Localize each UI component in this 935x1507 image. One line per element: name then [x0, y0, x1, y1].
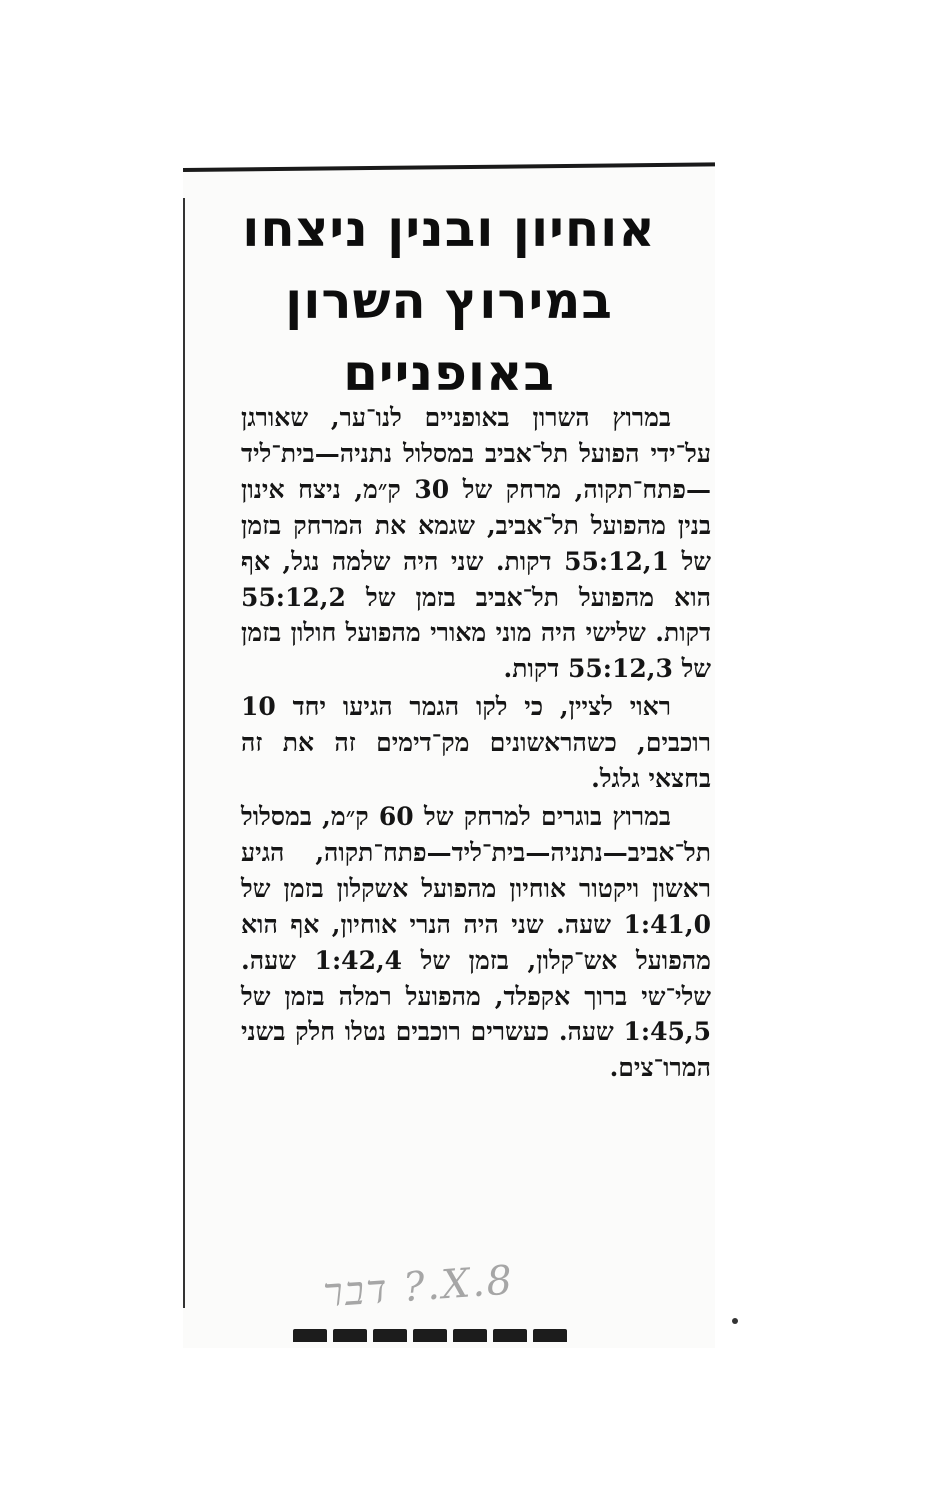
headline: [193, 193, 705, 409]
article-body: [241, 400, 711, 1086]
left-column-rule: [183, 198, 185, 1308]
cut-off-next-headline: [293, 1328, 593, 1342]
scan-speck: [732, 1318, 738, 1324]
top-rule: [183, 162, 715, 172]
paragraph-senior-race: במרוץ בוגרים למרחק של 60 ק״מ, במסלול תל־אביב—נתניה—בית־ליד—פתח־תקוה, הגיע ראשון ויקטור אוחיון מהפועל אשקלון בזמן של 1:41,0 שעה. שני היה הנרי אוחיון, אף הוא מהפועל אש־קלון, בזמן של 1:42,4 שעה. שלי־שי ברוך אקפלד, מהפועל רמלה בזמן של 1:45,5 שעה. כעשרים רוכבים נטלו חלק בשני המרו־צים.: [241, 801, 711, 1083]
paragraph-finish-line: ראוי לציין, כי לקו הגמר הגיעו יחד 10 רוכבים, כשהראשונים מק־דימים זה את זה בחצאי גלגל.: [241, 692, 711, 794]
headline-line-3: באופניים: [343, 344, 555, 402]
headline-line-1: אוחיון ובנין ניצחו: [242, 200, 656, 258]
handwritten-date-note: 8.X.? דבר: [321, 1257, 516, 1317]
paragraph-junior-race: במרוץ השרון באופניים לנו־ער, שאורגן על־ידי הפועל תל־אביב במסלול נתניה—בית־ליד—פתח־תקוה, מרחק של 30 ק״מ, ניצח אינון בנין מהפועל תל־אביב, שגמא את המרחק בזמן של 55:12,1 דקות. שני היה שלמה נגל, אף הוא מהפועל תל־אביב בזמן של 55:12,2 דקות. שלישי היה מוני מאורי מהפועל חולון בזמן של 55:12,3 דקות.: [241, 403, 712, 684]
headline-line-2: במירוץ השרון: [285, 272, 613, 330]
newspaper-clipping: [183, 168, 715, 1348]
